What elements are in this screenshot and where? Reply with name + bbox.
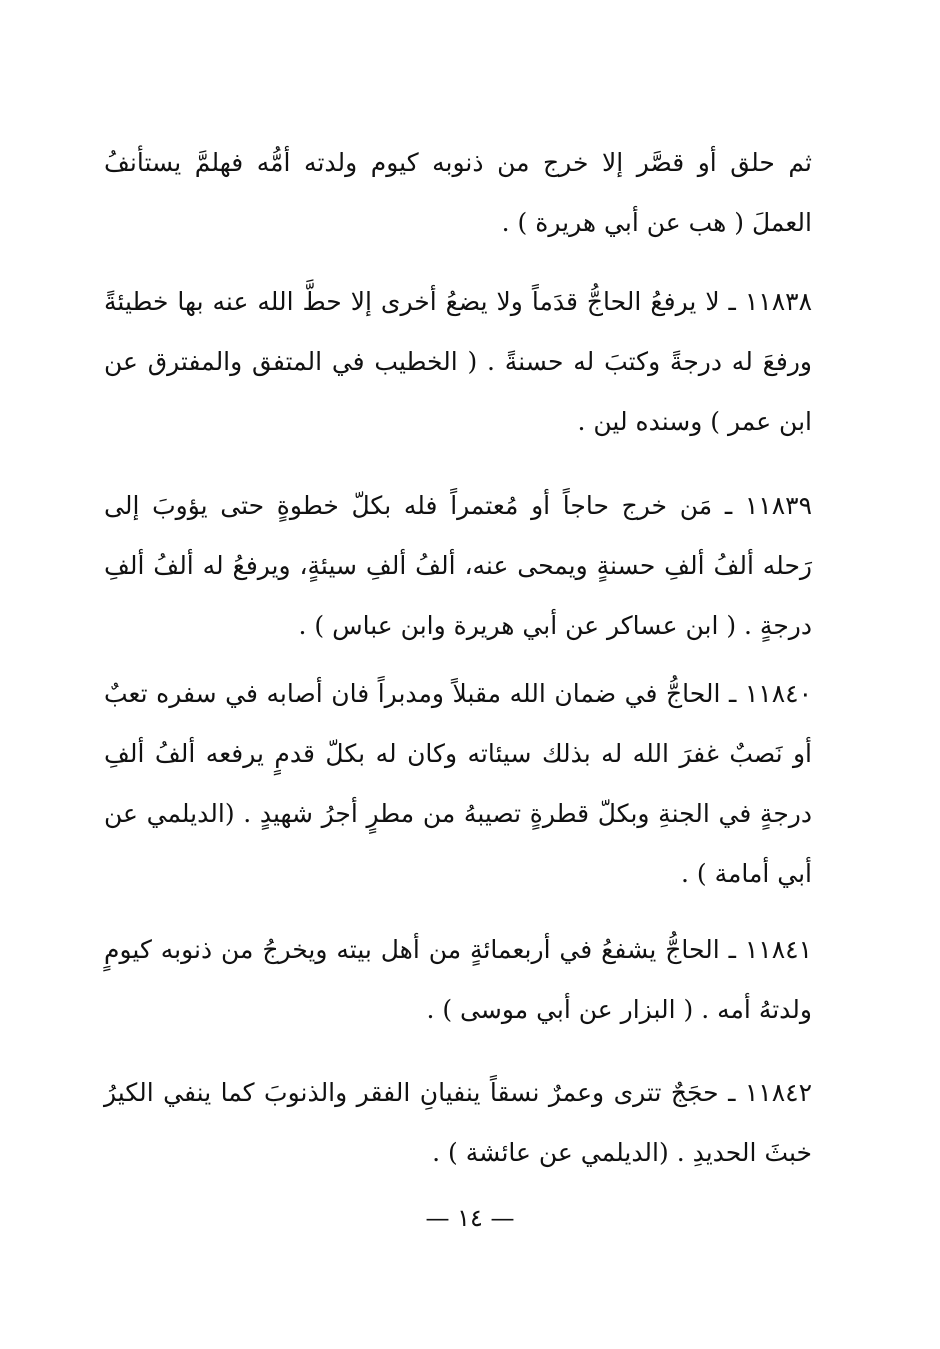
paragraph-hadith-11841: ١١٨٤١ ـ الحاجُّ يشفعُ في أربعمائةٍ من أهل بيته ويخرجُ من ذنوبه كيومٍ ولدتهُ أمه . ( البزار عن أبي موسى ) . xyxy=(104,935,812,1024)
paragraph-hadith-11839: ١١٨٣٩ ـ مَن خرج حاجاً أو مُعتمراً فله بكلّ خطوةٍ حتى يؤوبَ إلى رَحله ألفُ ألفِ حسنةٍ ويمحى عنه، ألفُ ألفِ سيئةٍ، ويرفعُ له ألفُ ألفِ درجةٍ . ( ابن عساكر عن أبي هريرة وابن عباس ) . xyxy=(104,491,812,640)
paragraph-hadith-11838: ١١٨٣٨ ـ لا يرفعُ الحاجُّ قدَماً ولا يضعُ أخرى إلا حطَّ الله عنه بها خطيئةً ورفعَ له درجةً وكتبَ له حسنةً . ( الخطيب في المتفق والمفترق عن ابن عمر ) وسنده لين . xyxy=(104,287,812,436)
page-number: — ١٤ — xyxy=(425,1204,515,1232)
paragraph-hadith-continuation: ثم حلق أو قصَّر إلا خرج من ذنوبه كيوم ولدته أمُّه فهلمَّ يستأنفُ العملَ ( هب عن أبي هريرة ) . xyxy=(104,148,812,237)
paragraph-hadith-11840: ١١٨٤٠ ـ الحاجُّ في ضمان الله مقبلاً ومدبراً فان أصابه في سفره تعبٌ أو نَصبٌ غفرَ الله له بذلك سيئاته وكان له بكلّ قدمٍ يرفعه ألفُ ألفِ درجةٍ في الجنةِ وبكلّ قطرةٍ تصيبهُ من مطرٍ أجرُ شهيدٍ . (الديلمي عن أبي أمامة ) . xyxy=(104,679,812,888)
paragraph-hadith-11842: ١١٨٤٢ ـ حجَجٌ تترى وعمرٌ نسقاً ينفيانِ الفقر والذنوبَ كما ينفي الكيرُ خبثَ الحديدِ . (الديلمي عن عائشة ) . xyxy=(104,1078,812,1167)
